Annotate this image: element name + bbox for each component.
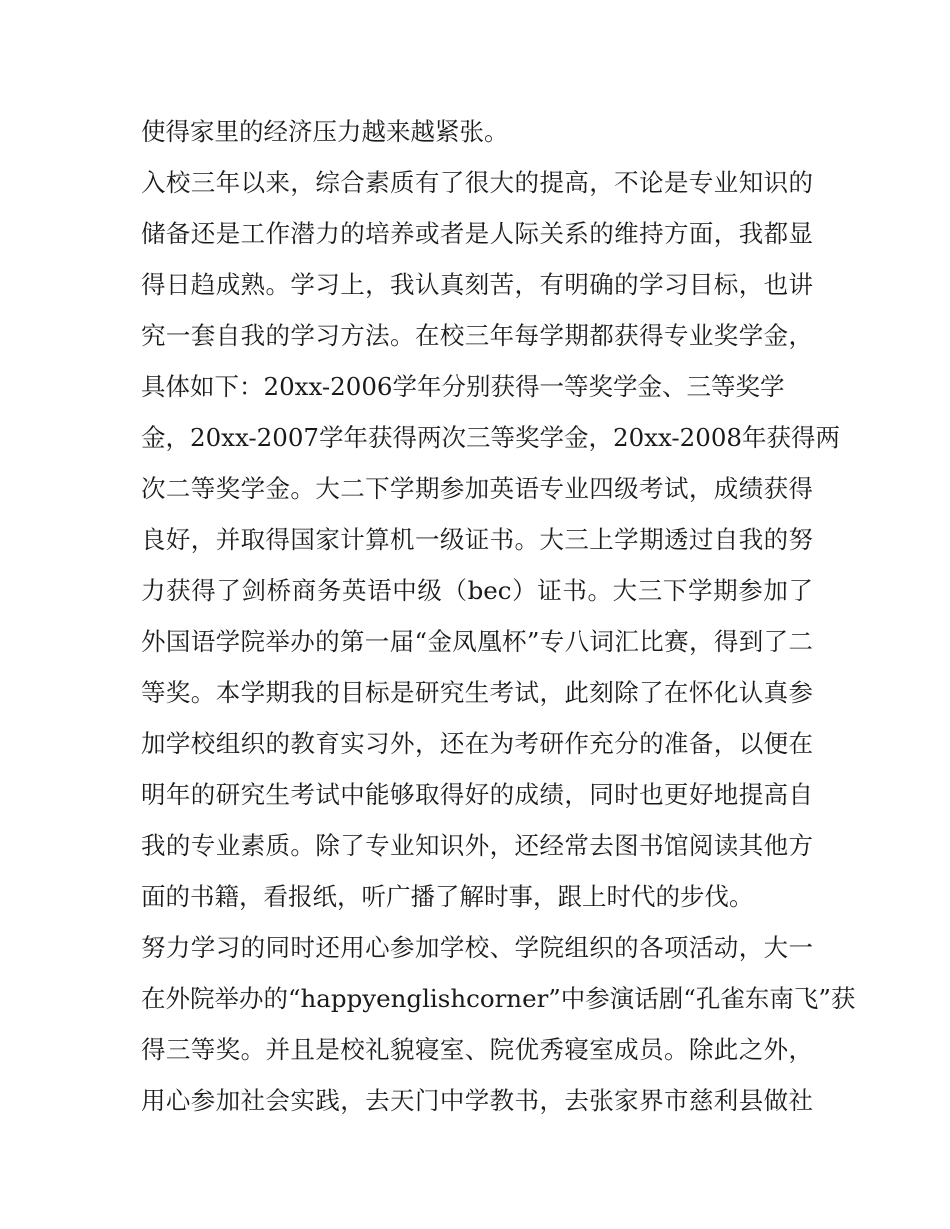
text-line: 使得家里的经济压力越来越紧张。 bbox=[141, 117, 509, 146]
text-line: 入校三年以来，综合素质有了很大的提高，不论是专业知识的 bbox=[141, 168, 813, 197]
text-line: 面的书籍，看报纸，听广播了解时事，跟上时代的步伐。 bbox=[141, 882, 754, 911]
body-text bbox=[141, 106, 856, 1126]
text-line: 努力学习的同时还用心参加学校、学院组织的各项活动，大一 bbox=[141, 933, 813, 962]
text-line: 外国语学院举办的第一届“金凤凰杯”专八词汇比赛，得到了二 bbox=[141, 627, 813, 656]
text-line: 良好，并取得国家计算机一级证书。大三上学期透过自我的努 bbox=[141, 525, 813, 554]
text-line: 我的专业素质。除了专业知识外，还经常去图书馆阅读其他方 bbox=[141, 831, 813, 860]
text-line: 等奖。本学期我的目标是研究生考试，此刻除了在怀化认真参 bbox=[141, 678, 813, 707]
text-line: 明年的研究生考试中能够取得好的成绩，同时也更好地提高自 bbox=[141, 780, 813, 809]
text-line: 究一套自我的学习方法。在校三年每学期都获得专业奖学金， bbox=[141, 321, 813, 350]
text-line: 在外院举办的“happyenglishcorner”中参演话剧“孔雀东南飞”获 bbox=[141, 984, 856, 1013]
text-line: 次二等奖学金。大二下学期参加英语专业四级考试，成绩获得 bbox=[141, 474, 813, 503]
text-line: 加学校组织的教育实习外，还在为考研作充分的准备，以便在 bbox=[141, 729, 813, 758]
text-line: 具体如下：20xx-2006学年分别获得一等奖学金、三等奖学 bbox=[141, 372, 785, 401]
text-line: 得日趋成熟。学习上，我认真刻苦，有明确的学习目标，也讲 bbox=[141, 270, 813, 299]
text-line: 用心参加社会实践，去天门中学教书，去张家界市慈利县做社 bbox=[141, 1086, 813, 1115]
text-line: 金，20xx-2007学年获得两次三等奖学金，20xx-2008年获得两 bbox=[141, 423, 841, 452]
text-line: 储备还是工作潜力的培养或者是人际关系的维持方面，我都显 bbox=[141, 219, 813, 248]
text-line: 力获得了剑桥商务英语中级（bec）证书。大三下学期参加了 bbox=[141, 576, 813, 605]
text-line: 得三等奖。并且是校礼貌寝室、院优秀寝室成员。除此之外， bbox=[141, 1035, 813, 1064]
